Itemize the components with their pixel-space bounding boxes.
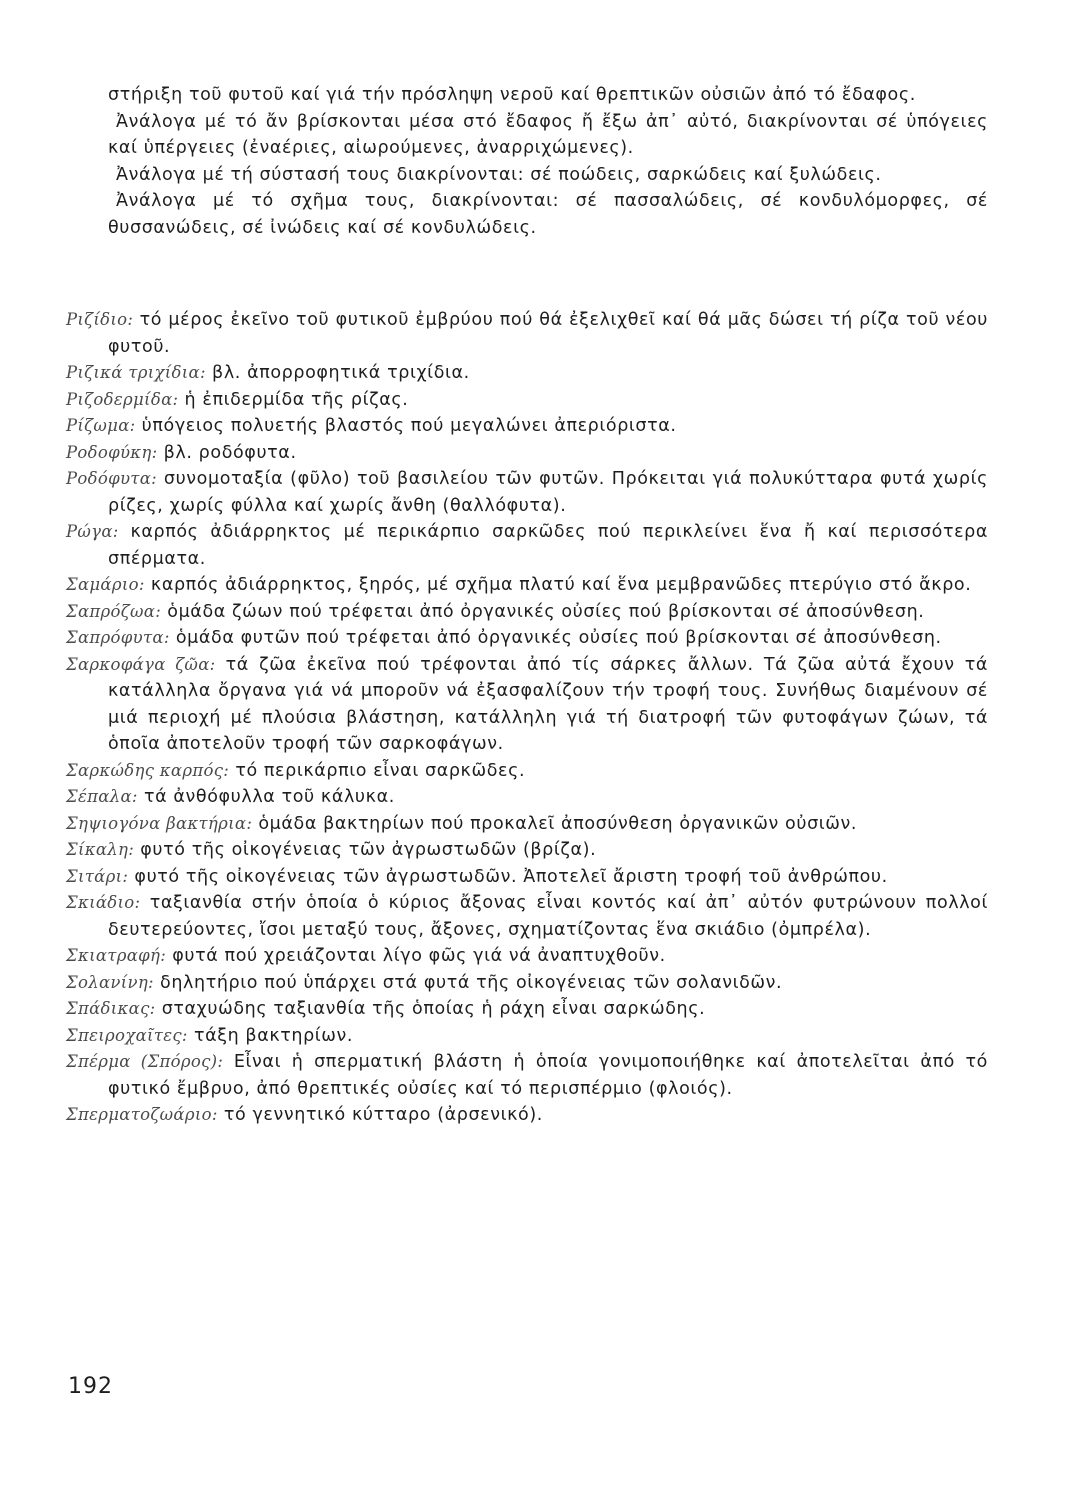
- entry-definition: φυτό τῆς οἰκογένειας τῶν ἀγρωστωδῶν (βρίζα).: [140, 840, 597, 860]
- entry-term: Σηψιογόνα βακτήρια:: [66, 813, 253, 833]
- continuation-paragraph: Ἀνάλογα μέ τό ἄν βρίσκονται μέσα στό ἔδαφος ἤ ἔξω ἀπ᾽ αὐτό, διακρίνονται σέ ὑπόγειες καί ὑπέργειες (ἐναέριες, αἰωρούμενες, ἀναρριχώμενες).: [108, 111, 988, 158]
- glossary-entry: [66, 519, 988, 572]
- entry-definition: ὁμάδα φυτῶν πού τρέφεται ἀπό ὀργανικές οὐσίες πού βρίσκονται σέ ἀποσύνθεση.: [175, 628, 942, 648]
- entry-definition: ὁμάδα βακτηρίων πού προκαλεῖ ἀποσύνθεση ὀργανικῶν οὐσιῶν.: [258, 813, 858, 834]
- entry-term: Σαρκοφάγα ζῶα:: [66, 654, 216, 674]
- entry-definition: συνομοταξία (φῦλο) τοῦ βασιλείου τῶν φυτῶν. Πρόκειται γιά πολυκύτταρα φυτά χωρίς ρίζες, χωρίς φύλλα καί χωρίς ἄνθη (θαλλόφυτα).: [108, 469, 988, 516]
- entry-definition: καρπός ἀδιάρρηκτος, ξηρός, μέ σχῆμα πλατύ καί ἕνα μεμβρανῶδες πτερύγιο στό ἄκρο.: [150, 575, 972, 595]
- entry-definition: τό περικάρπιο εἶναι σαρκῶδες.: [235, 760, 526, 781]
- entry-term: Σαπρόφυτα:: [66, 628, 170, 647]
- glossary-entry: [66, 943, 988, 970]
- glossary-entry: [66, 652, 988, 758]
- entry-term: Σαρκώδης καρπός:: [66, 760, 230, 780]
- entry-term: Σίκαλη:: [66, 840, 135, 859]
- entry-definition: Εἶναι ἡ σπερματική βλάστη ἡ ὁποία γονιμοποιήθηκε καί ἀποτελεῖται ἀπό τό φυτικό ἔμβρυο, ἀπό θρεπτικές οὐσίες καί τό περισπέρμιο (φλοιός).: [108, 1052, 988, 1099]
- entry-definition: τό μέρος ἐκεῖνο τοῦ φυτικοῦ ἐμβρύου πού θά ἐξελιχθεῖ καί θά μᾶς δώσει τή ρίζα τοῦ νέου φυτοῦ.: [108, 310, 988, 357]
- glossary-entry: [66, 360, 988, 387]
- entry-term: Ρίζωμα:: [66, 416, 136, 435]
- entry-definition: καρπός ἀδιάρρηκτος μέ περικάρπιο σαρκῶδες πού περικλείνει ἕνα ἤ καί περισσότερα σπέρματα.: [108, 522, 988, 569]
- entry-term: Σαμάριο:: [66, 575, 145, 594]
- glossary-entry: [66, 599, 988, 626]
- entry-term: Σπερματοζωάριο:: [66, 1105, 218, 1124]
- page-number: 192: [68, 1374, 113, 1399]
- entry-definition: τά ζῶα ἐκεῖνα πού τρέφονται ἀπό τίς σάρκες ἄλλων. Τά ζῶα αὐτά ἔχουν τά κατάλληλα ὄργανα γιά νά μποροῦν νά ἐξασφαλίζουν τήν τροφή τους. Συνήθως διαμένουν σέ μιά περιοχή μέ πλούσια βλάστηση, κατάλληλη γιά τή διατροφή τῶν φυτοφάγων ζώων, τά ὁποῖα ἀποτελοῦν τροφή τῶν σαρκοφάγων.: [108, 654, 988, 754]
- entry-definition: ἡ ἐπιδερμίδα τῆς ρίζας.: [184, 389, 409, 410]
- glossary-entry: [66, 440, 988, 467]
- glossary-entry: [66, 387, 988, 414]
- glossary-entry: [66, 864, 988, 891]
- entry-term: Ρώγα:: [66, 522, 119, 541]
- entry-definition: ὑπόγειος πολυετής βλαστός πού μεγαλώνει ἀπεριόριστα.: [141, 416, 677, 436]
- entry-term: Ροδοφύκη:: [66, 442, 158, 462]
- glossary-list: [66, 307, 988, 1129]
- entry-term: Ριζικά τριχίδια:: [66, 363, 206, 382]
- continued-entry-text: [108, 82, 988, 241]
- entry-term: Σκιατραφή:: [66, 946, 167, 965]
- entry-definition: φυτό τῆς οἰκογένειας τῶν ἀγρωστωδῶν. Ἀποτελεῖ ἄριστη τροφή τοῦ ἀνθρώπου.: [134, 866, 888, 887]
- entry-definition: βλ. ἀπορροφητικά τριχίδια.: [212, 363, 470, 383]
- glossary-entry: [66, 625, 988, 652]
- entry-term: Σκιάδιο:: [66, 893, 141, 912]
- entry-term: Σπειροχαῖτες:: [66, 1025, 188, 1045]
- continuation-paragraph: Ἀνάλογα μέ τό σχῆμα τους, διακρίνονται: σέ πασσαλώδεις, σέ κονδυλόμορφες, σέ θυσσανώδεις, σέ ἰνώδεις καί σέ κονδυλώδεις.: [108, 191, 988, 238]
- glossary-entry: [66, 1102, 988, 1129]
- entry-term: Σιτάρι:: [66, 866, 129, 886]
- glossary-entry: [66, 784, 988, 811]
- glossary-entry: [66, 466, 988, 519]
- entry-term: Σπέρμα (Σπόρος):: [66, 1052, 224, 1071]
- entry-definition: ταξιανθία στήν ὁποία ὁ κύριος ἄξονας εἶναι κοντός καί ἀπ᾽ αὐτόν φυτρώνουν πολλοί δευτερεύοντες, ἴσοι μεταξύ τους, ἄξονες, σχηματίζοντας ἕνα σκιάδιο (ὀμπρέλα).: [108, 893, 988, 940]
- glossary-entry: [66, 837, 988, 864]
- entry-term: Σαπρόζωα:: [66, 601, 162, 621]
- glossary-entry: [66, 1023, 988, 1050]
- glossary-entry: [66, 970, 988, 997]
- glossary-entry: [66, 811, 988, 838]
- glossary-entry: [66, 572, 988, 599]
- glossary-entry: [66, 1049, 988, 1102]
- glossary-entry: [66, 307, 988, 360]
- entry-definition: βλ. ροδόφυτα.: [163, 442, 297, 463]
- entry-definition: ὁμάδα ζώων πού τρέφεται ἀπό ὀργανικές οὐσίες πού βρίσκονται σέ ἀποσύνθεση.: [167, 601, 925, 622]
- entry-definition: τά ἀνθόφυλλα τοῦ κάλυκα.: [143, 787, 395, 807]
- entry-term: Σολανίνη:: [66, 972, 154, 992]
- glossary-entry: [66, 996, 988, 1023]
- entry-term: Ριζίδιο:: [66, 310, 134, 329]
- entry-term: Σπάδικας:: [66, 999, 156, 1018]
- entry-definition: φυτά πού χρειάζονται λίγο φῶς γιά νά ἀναπτυχθοῦν.: [172, 946, 666, 966]
- entry-definition: τάξη βακτηρίων.: [193, 1025, 354, 1046]
- entry-term: Ριζοδερμίδα:: [66, 389, 179, 409]
- continuation-paragraph: στήριξη τοῦ φυτοῦ καί γιά τήν πρόσληψη νεροῦ καί θρεπτικῶν οὐσιῶν ἀπό τό ἔδαφος.: [108, 85, 916, 105]
- continuation-paragraph: Ἀνάλογα μέ τή σύστασή τους διακρίνονται: σέ ποώδεις, σαρκώδεις καί ξυλώδεις.: [116, 164, 882, 185]
- glossary-entry: [66, 758, 988, 785]
- entry-definition: σταχυώδης ταξιανθία τῆς ὁποίας ἡ ράχη εἶναι σαρκώδης.: [161, 999, 706, 1019]
- glossary-entry: [66, 890, 988, 943]
- entry-term: Σέπαλα:: [66, 787, 138, 806]
- entry-term: Ροδόφυτα:: [66, 469, 158, 488]
- entry-definition: δηλητήριο πού ὑπάρχει στά φυτά τῆς οἰκογένειας τῶν σολανιδῶν.: [160, 972, 783, 993]
- glossary-entry: [66, 413, 988, 440]
- entry-definition: τό γεννητικό κύτταρο (ἀρσενικό).: [223, 1105, 543, 1125]
